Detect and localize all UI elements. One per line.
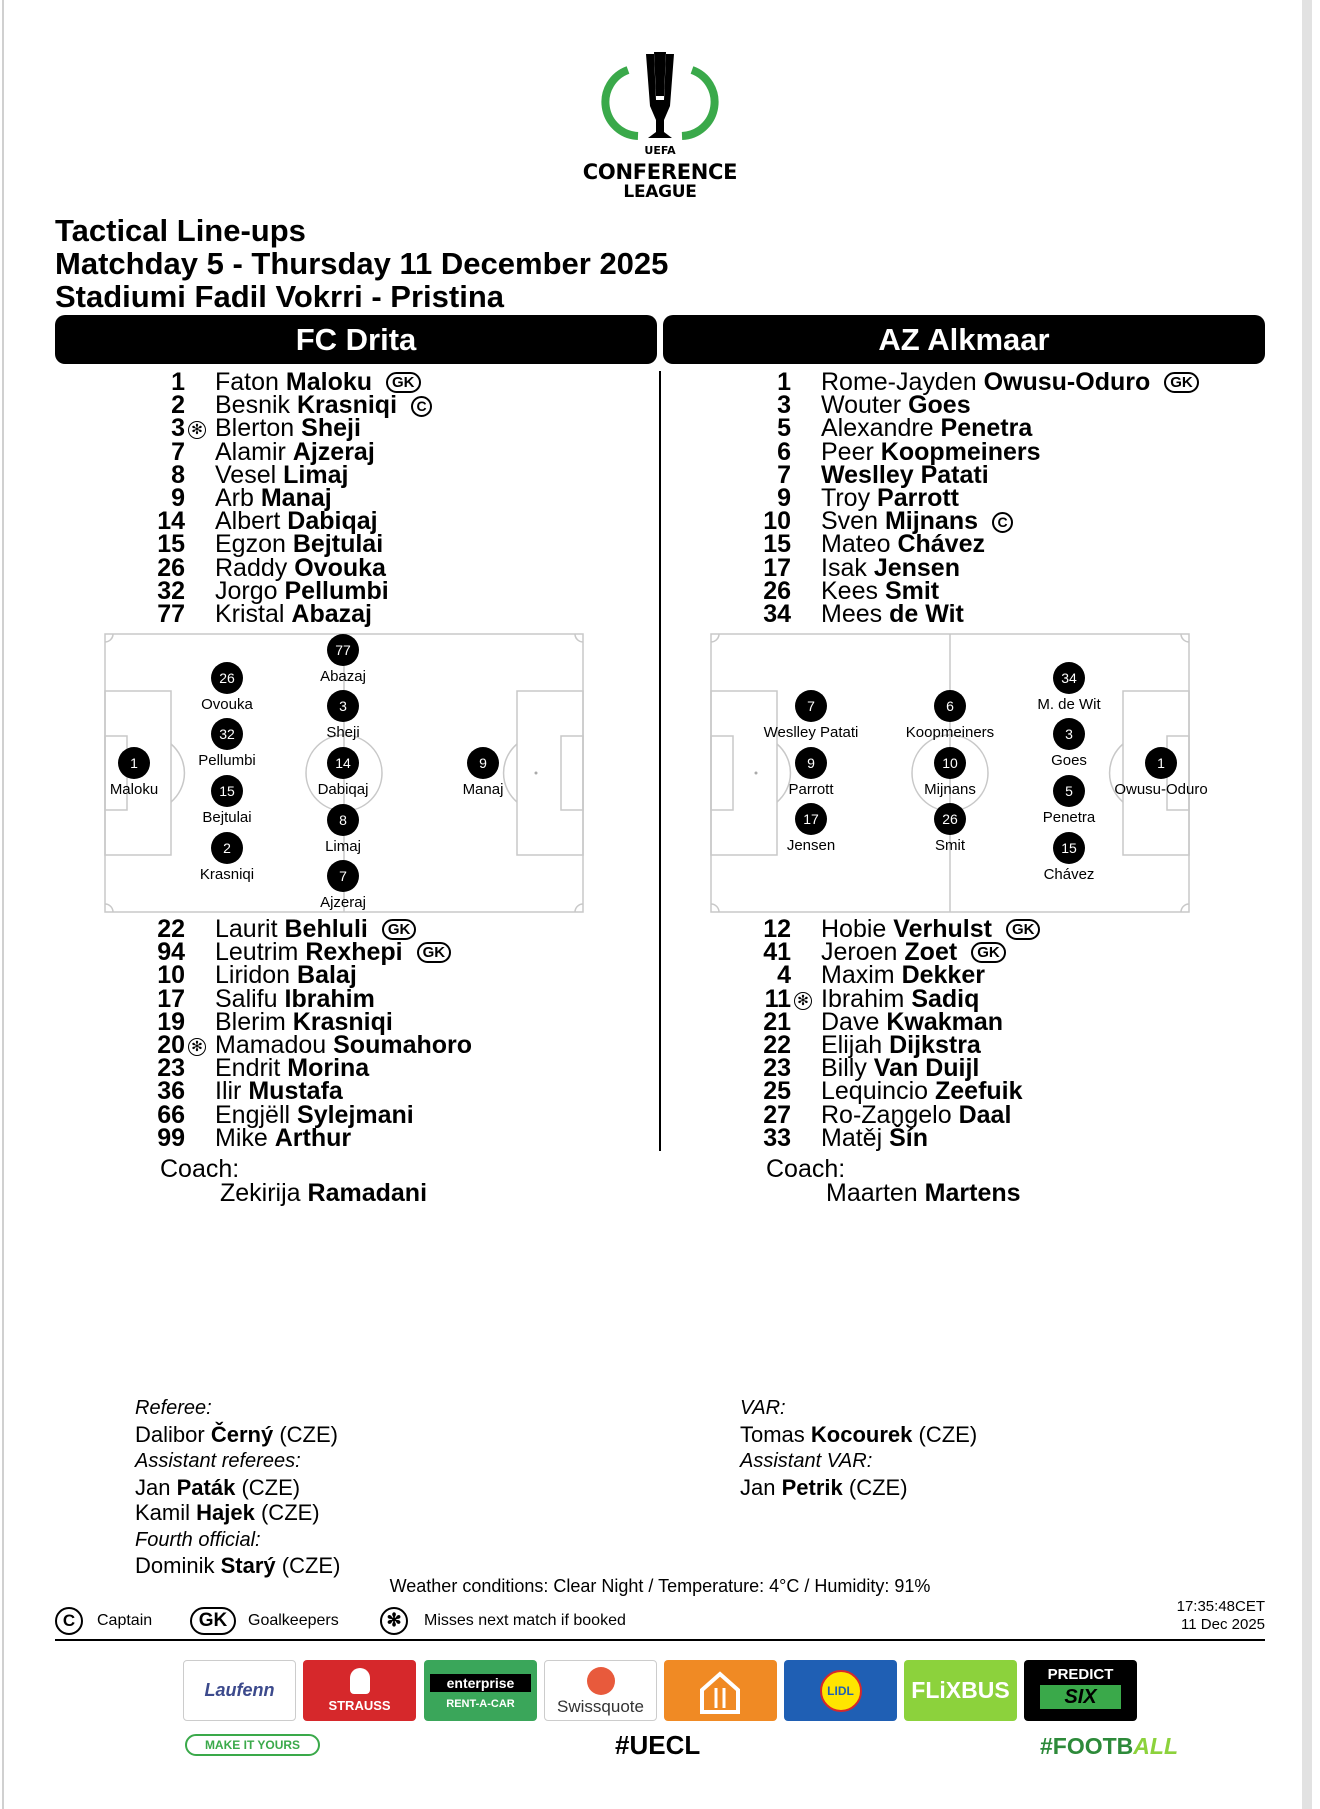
player-name: Matěj Šín [821,1123,928,1152]
player-name: Isak Jensen [821,553,960,582]
marker-label: Smit [935,837,965,854]
player-name: Wouter Goes [821,391,971,420]
marker-label: Abazaj [320,668,366,685]
player-row [661,553,1261,582]
marker-number: 77 [335,642,351,658]
player-name: Ibrahim Sadiq [821,984,980,1013]
player-row [661,915,1261,943]
marker-label: Limaj [325,838,361,855]
away-coach-name: Maarten Martens [826,1179,1021,1207]
player-number: 3 [777,391,791,420]
marker-label: Penetra [1042,809,1096,826]
footer-rule [55,1639,1265,1641]
player-name: Blerton Sheji [215,414,361,443]
page-border-left [2,0,4,1809]
player-number: 41 [763,938,791,967]
marker-number: 6 [946,698,954,714]
away-starters-list [661,368,1261,628]
player-name: Troy Parrott [821,483,959,512]
swissquote-icon [587,1667,615,1695]
marker-number: 9 [479,755,487,771]
player-name: Egzon Bejtulai [215,530,384,559]
assistant-referee-2: Kamil Hajek (CZE) [135,1500,320,1525]
player-name: Faton Maloku GK [215,371,421,394]
uecl-hashtag: #UECL [615,1730,701,1760]
goalkeeper-legend-label: Goalkeepers [248,1612,339,1629]
player-number: 23 [763,1054,791,1083]
coach-label: Coach: [766,1155,846,1183]
marker-label: Maloku [109,781,159,798]
assistant-var-label: Assistant VAR: [740,1450,873,1472]
coach-label: Coach: [160,1155,240,1183]
player-name: Dave Kwakman [821,1007,1004,1036]
marker-number: 10 [942,755,958,771]
assistant-var-name: Jan Petrik (CZE) [740,1474,908,1500]
page-scrollbar[interactable] [1302,0,1312,1809]
pitch-player-marker [318,747,369,798]
marker-number: 8 [339,812,347,828]
player-number: 26 [763,576,791,605]
pitch-player-marker [1043,775,1096,826]
player-row [661,460,1261,489]
header [55,214,668,313]
home-coach [160,1157,427,1205]
player-name: Vesel Limaj [215,460,349,489]
svg-text:UEFA: UEFA [644,144,676,157]
home-team-bar: FC Drita [55,315,657,364]
make-it-yours-badge: MAKE IT YOURS [185,1734,320,1756]
marker-number: 15 [1061,840,1077,856]
marker-label: Dabiqaj [317,781,369,798]
player-number: 77 [157,599,185,628]
player-name: Leutrim Rexhepi GK [215,941,451,964]
fourth-official-label: Fourth official: [135,1528,261,1551]
pitch-player-marker [764,690,859,741]
player-number: 2 [171,391,185,420]
player-name: Ilir Mustafa [215,1077,343,1106]
football-hashtag: #FOOTBALL [1040,1733,1178,1759]
pitch-player-marker [1114,747,1207,798]
marker-number: 26 [219,670,235,686]
player-name: Jorgo Pellumbi [215,576,389,605]
player-row [55,437,655,466]
player-number: 12 [763,915,791,943]
away-subs-list [661,915,1261,1152]
player-name: Rome-Jayden Owusu-Oduro GK [821,371,1199,394]
marker-number: 2 [223,840,231,856]
player-number: 7 [171,437,185,466]
marker-number: 3 [339,698,347,714]
fourth-official-name: Dominik Starý (CZE) [135,1553,341,1578]
player-row [55,460,655,489]
marker-label: M. de Wit [1037,696,1101,713]
player-name: Liridon Balaj [215,961,357,990]
player-row [55,599,655,628]
booking-warning-icon: ✻ [794,992,812,1010]
captain-legend-label: Captain [97,1612,153,1629]
goalkeeper-icon: GK [190,1607,236,1635]
player-number: 14 [157,507,185,536]
marker-label: Sheji [326,724,360,741]
marker-label: Jensen [786,837,836,854]
home-coach-name: Zekirija Ramadani [220,1179,428,1207]
marker-number: 1 [1157,755,1165,771]
player-number: 26 [157,553,185,582]
weather-conditions: Weather conditions: Clear Night / Temperature: 4°C / Humidity: 91% [389,1576,931,1596]
marker-number: 15 [219,783,235,799]
home-starters-list [55,368,655,628]
player-name: Raddy Ovouka [215,553,386,582]
marker-number: 26 [942,811,958,827]
player-name: Alamir Ajzeraj [215,437,375,466]
player-number: 33 [763,1123,791,1152]
sponsor-swissquote: Swissquote [544,1660,657,1721]
var-name: Tomas Kocourek (CZE) [740,1421,978,1447]
marker-number: 17 [803,811,819,827]
matchday-line: Matchday 5 - Thursday 11 December 2025 [55,246,669,281]
player-row [55,1054,655,1083]
player-name: Kristal Abazaj [215,599,373,628]
pitch-player-marker [906,690,994,741]
player-name: Hobie Verhulst GK [821,918,1040,941]
sponsor-flixbus: FLiXBUS [904,1660,1017,1721]
player-number: 23 [157,1054,185,1083]
pitch-player-marker [788,747,834,798]
assistant-referee-1: Jan Paták (CZE) [135,1474,301,1500]
marker-label: Mijnans [924,781,976,798]
player-name: Alexandre Penetra [821,414,1033,443]
legend [55,1604,755,1638]
player-name: Blerim Krasniqi [215,1007,393,1036]
player-number: 10 [157,961,185,990]
player-number: 15 [763,530,791,559]
captain-icon: C [992,512,1013,533]
player-name: Kees Smit [821,576,940,605]
player-name: Weslley Patati [821,460,989,489]
booking-warning-icon: ✻ [188,421,206,439]
house-fork-icon [664,1660,777,1721]
marker-label: Weslley Patati [763,724,859,741]
player-name: Maxim Dekker [821,961,985,990]
player-number: 32 [157,576,185,605]
booking-icon: ✻ [380,1607,408,1635]
marker-label: Goes [1051,752,1087,769]
match-officials-left [135,1394,340,1579]
player-name: Arb Manaj [215,483,332,512]
player-number: 8 [171,460,185,489]
player-number: 19 [157,1007,185,1036]
marker-label: Manaj [462,781,504,798]
player-number: 17 [763,553,791,582]
pitch-player-marker [463,747,504,798]
player-number: 22 [157,915,185,943]
page-title: Tactical Line-ups [55,213,306,248]
home-subs-list [55,915,655,1152]
player-number: 25 [763,1077,791,1106]
marker-number: 1 [130,755,138,771]
player-number: 3 [171,414,185,443]
player-number: 20 [157,1030,185,1059]
player-name: Besnik Krasniqi C [215,394,432,417]
match-officials-right [740,1394,977,1500]
player-name: Endrit Morina [215,1054,370,1083]
pitch-player-marker [201,662,253,713]
pitch-player-marker [200,832,254,883]
player-number: 66 [157,1100,185,1129]
home-pitch [103,632,585,914]
player-number: 6 [777,437,791,466]
player-name: Laurit Behluli GK [215,918,416,941]
captain-icon: C [411,396,432,417]
player-name: Sven Mijnans C [821,510,1013,533]
player-number: 9 [171,483,185,512]
assistants-label: Assistant referees: [135,1450,301,1472]
marker-number: 7 [339,868,347,884]
sponsor-lidl: LIDL [784,1660,897,1721]
player-number: 1 [777,368,791,396]
marker-label: Chávez [1043,866,1095,883]
player-name: Billy Van Duijl [821,1054,980,1083]
uefa-conference-league-logo [580,50,740,210]
marker-label: Parrott [788,781,834,798]
away-coach [766,1157,1021,1205]
player-name: Elijah Dijkstra [821,1030,981,1059]
player-name: Mees de Wit [821,599,964,628]
booking-legend-label: Misses next match if booked [424,1612,626,1629]
marker-number: 34 [1061,670,1077,686]
referee-label: Referee: [135,1397,212,1419]
player-name: Salifu Ibrahim [215,984,375,1013]
player-name: Mike Arthur [215,1123,352,1152]
player-number: 5 [777,414,791,443]
trophy-icon [580,50,740,162]
player-name: Mateo Chávez [821,530,985,559]
referee-name: Dalibor Černý (CZE) [135,1421,338,1447]
player-row [55,1100,655,1129]
marker-label: Ajzeraj [320,894,366,911]
sponsor-enterprise: enterprise RENT-A-CAR [424,1660,537,1721]
marker-label: Krasniqi [199,866,255,883]
player-number: 7 [777,460,791,489]
goalkeeper-icon: GK [386,372,421,393]
player-number: 1 [171,368,185,396]
player-number: 34 [763,599,791,628]
player-name: Peer Koopmeiners [821,437,1041,466]
pitch-player-marker [1037,662,1101,713]
goalkeeper-icon: GK [971,942,1006,963]
goalkeeper-icon: GK [382,919,417,940]
away-team-bar: AZ Alkmaar [663,315,1265,364]
player-number: 10 [763,507,791,536]
marker-number: 9 [807,755,815,771]
logo-wordmark: CONFERENCE LEAGUE [582,160,738,202]
marker-number: 14 [335,755,351,771]
pitch-player-marker [1044,832,1095,883]
strauss-icon [350,1668,370,1694]
venue-line: Stadiumi Fadil Vokrri - Pristina [55,279,505,314]
player-name: Albert Dabiqaj [215,507,378,536]
marker-label: Bejtulai [202,809,252,826]
pitch-player-marker [934,803,966,854]
pitch-player-marker [924,747,976,798]
sponsor-food-delivery [664,1660,777,1721]
player-number: 36 [157,1077,185,1106]
player-number: 99 [157,1123,185,1152]
pitch-player-marker [325,804,361,855]
player-name: Ro-Zangelo Daal [821,1100,1012,1129]
player-name: Jeroen Zoet GK [821,941,1006,964]
player-row [661,599,1261,628]
marker-number: 32 [219,726,235,742]
pitch-player-marker [202,775,251,826]
sponsor-strauss: STRAUSS [303,1660,416,1721]
marker-label: Pellumbi [198,752,256,769]
player-number: 17 [157,984,185,1013]
timestamp: 17:35:48CET 11 Dec 2025 [1176,1598,1265,1633]
player-number: 9 [777,483,791,512]
player-row [55,1123,655,1152]
marker-number: 3 [1065,726,1073,742]
marker-number: 5 [1065,783,1073,799]
player-name: Engjëll Sylejmani [215,1100,414,1129]
pitch-player-marker [110,747,158,798]
sponsor-predict-six: PREDICT SIX [1024,1660,1137,1721]
player-number: 94 [157,938,185,967]
player-row [661,1100,1261,1129]
player-name: Mamadou Soumahoro [215,1030,473,1059]
player-number: 21 [763,1007,791,1036]
booking-warning-icon: ✻ [188,1038,206,1056]
pitch-player-marker [320,860,366,911]
captain-icon: C [55,1607,83,1635]
pitch-player-marker [787,803,835,854]
pitch-player-marker [198,718,256,769]
pitch-player-marker [1051,718,1087,769]
goalkeeper-icon: GK [1164,372,1199,393]
goalkeeper-icon: GK [417,942,452,963]
marker-label: Owusu-Oduro [1114,781,1208,798]
var-label: VAR: [740,1397,786,1419]
marker-label: Ovouka [201,696,253,713]
player-number: 4 [777,961,791,990]
pitch-player-marker [326,690,359,741]
marker-label: Koopmeiners [905,724,995,741]
goalkeeper-icon: GK [1006,919,1041,940]
player-number: 27 [763,1100,791,1129]
player-number: 11 [764,984,791,1013]
pitch-player-marker [320,634,366,685]
player-name: Lequincio Zeefuik [821,1077,1023,1106]
player-number: 15 [157,530,185,559]
player-row [661,1123,1261,1152]
away-pitch [709,632,1208,914]
player-number: 22 [763,1030,791,1059]
player-row [661,530,1261,559]
sponsor-laufenn: Laufenn [183,1660,296,1721]
marker-number: 7 [807,698,815,714]
